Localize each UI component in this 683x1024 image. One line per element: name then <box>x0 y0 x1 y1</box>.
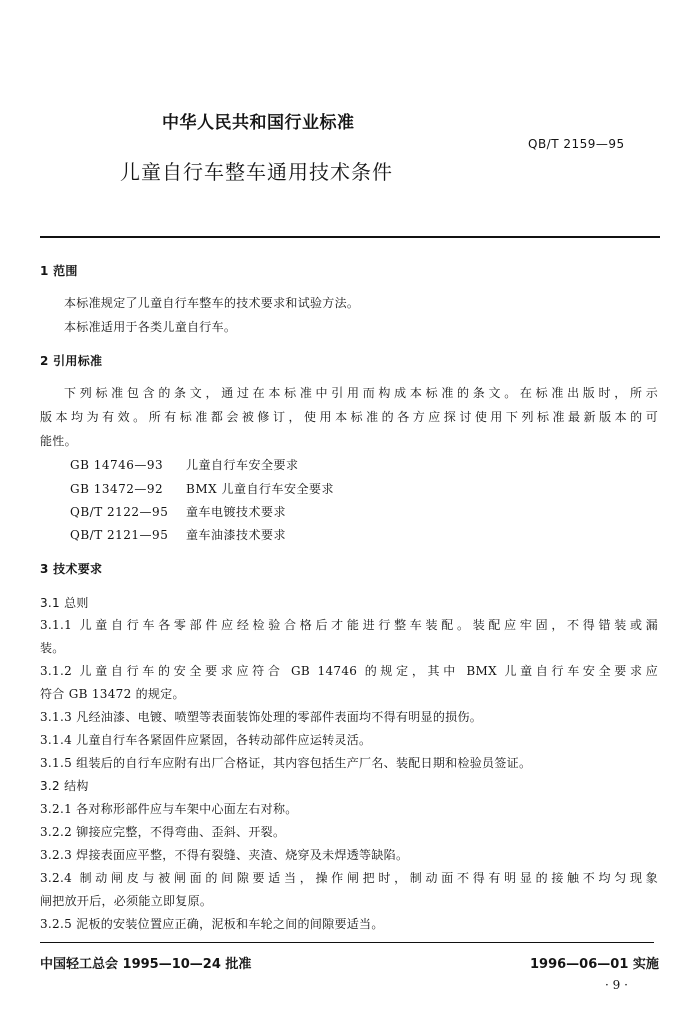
clause-3-2-1: 3.2.1 各对称形部件应与车架中心面左右对称。 <box>40 802 298 816</box>
section-2-para-line-3: 能性。 <box>40 434 77 448</box>
reference-code: GB 14746—93 <box>70 458 164 472</box>
page-number: · 9 · <box>605 978 628 992</box>
document-title: 儿童自行车整车通用技术条件 <box>120 160 393 184</box>
clause-3-2-3: 3.2.3 焊接表面应平整，不得有裂缝、夹渣、烧穿及未焊透等缺陷。 <box>40 848 409 862</box>
reference-name: 儿童自行车安全要求 <box>186 458 299 472</box>
implementation-date: 1996—06—01 实施 <box>530 957 659 972</box>
reference-name: 童车电镀技术要求 <box>186 505 287 519</box>
section-2-heading: 2 引用标准 <box>40 354 103 368</box>
issuing-body: 中华人民共和国行业标准 <box>162 113 355 133</box>
clause-3-2-4-line-1: 3.2.4 制动闸皮与被闸面的间隙要适当，操作闸把时，制动面不得有明显的接触不均匀现象 <box>40 871 658 885</box>
clause-3-1-1-line-2: 装。 <box>40 641 65 655</box>
reference-name: BMX 儿童自行车安全要求 <box>186 482 334 496</box>
approval-note: 中国轻工总会 1995—10—24 批准 <box>40 957 252 972</box>
header-rule <box>40 236 660 238</box>
reference-item <box>70 482 334 496</box>
reference-code: QB/T 2122—95 <box>70 505 169 519</box>
standard-code: QB/T 2159—95 <box>528 137 625 151</box>
clause-3-2-4-line-2: 闸把放开后，必须能立即复原。 <box>40 894 213 908</box>
subsection-3-1-heading: 3.1 总则 <box>40 596 89 610</box>
reference-code: GB 13472—92 <box>70 482 164 496</box>
reference-item <box>70 505 286 519</box>
footer-rule <box>40 942 654 943</box>
clause-3-2-5: 3.2.5 泥板的安装位置应正确，泥板和车轮之间的间隙要适当。 <box>40 917 384 931</box>
reference-name: 童车油漆技术要求 <box>186 528 287 542</box>
clause-3-1-3: 3.1.3 凡经油漆、电镀、喷塑等表面装饰处理的零部件表面均不得有明显的损伤。 <box>40 710 483 724</box>
section-3-heading: 3 技术要求 <box>40 562 103 576</box>
clause-3-1-5: 3.1.5 组装后的自行车应附有出厂合格证，其内容包括生产厂名、装配日期和检验员签证。 <box>40 756 532 770</box>
section-2-para-line-1: 下列标准包含的条文，通过在本标准中引用而构成本标准的条文。在标准出版时，所示 <box>64 386 658 400</box>
clause-3-1-2-line-2: 符合 GB 13472 的规定。 <box>40 687 185 701</box>
section-2-para-line-2: 版本均为有效。所有标准都会被修订，使用本标准的各方应探讨使用下列标准最新版本的可 <box>40 410 658 424</box>
section-1-para-2: 本标准适用于各类儿童自行车。 <box>64 320 237 334</box>
clause-3-1-2-line-1: 3.1.2 儿童自行车的安全要求应符合 GB 14746 的规定，其中 BMX 儿童自行车安全要求应 <box>40 664 658 678</box>
clause-3-1-4: 3.1.4 儿童自行车各紧固件应紧固，各转动部件应运转灵活。 <box>40 733 372 747</box>
reference-code: QB/T 2121—95 <box>70 528 169 542</box>
reference-item <box>70 528 286 542</box>
section-1-heading: 1 范围 <box>40 264 78 278</box>
subsection-3-2-heading: 3.2 结构 <box>40 779 89 793</box>
reference-item <box>70 458 299 472</box>
section-1-para-1: 本标准规定了儿童自行车整车的技术要求和试验方法。 <box>64 296 360 310</box>
clause-3-2-2: 3.2.2 铆接应完整，不得弯曲、歪斜、开裂。 <box>40 825 286 839</box>
clause-3-1-1-line-1: 3.1.1 儿童自行车各零部件应经检验合格后才能进行整车装配。装配应牢固，不得错装或漏 <box>40 618 658 632</box>
